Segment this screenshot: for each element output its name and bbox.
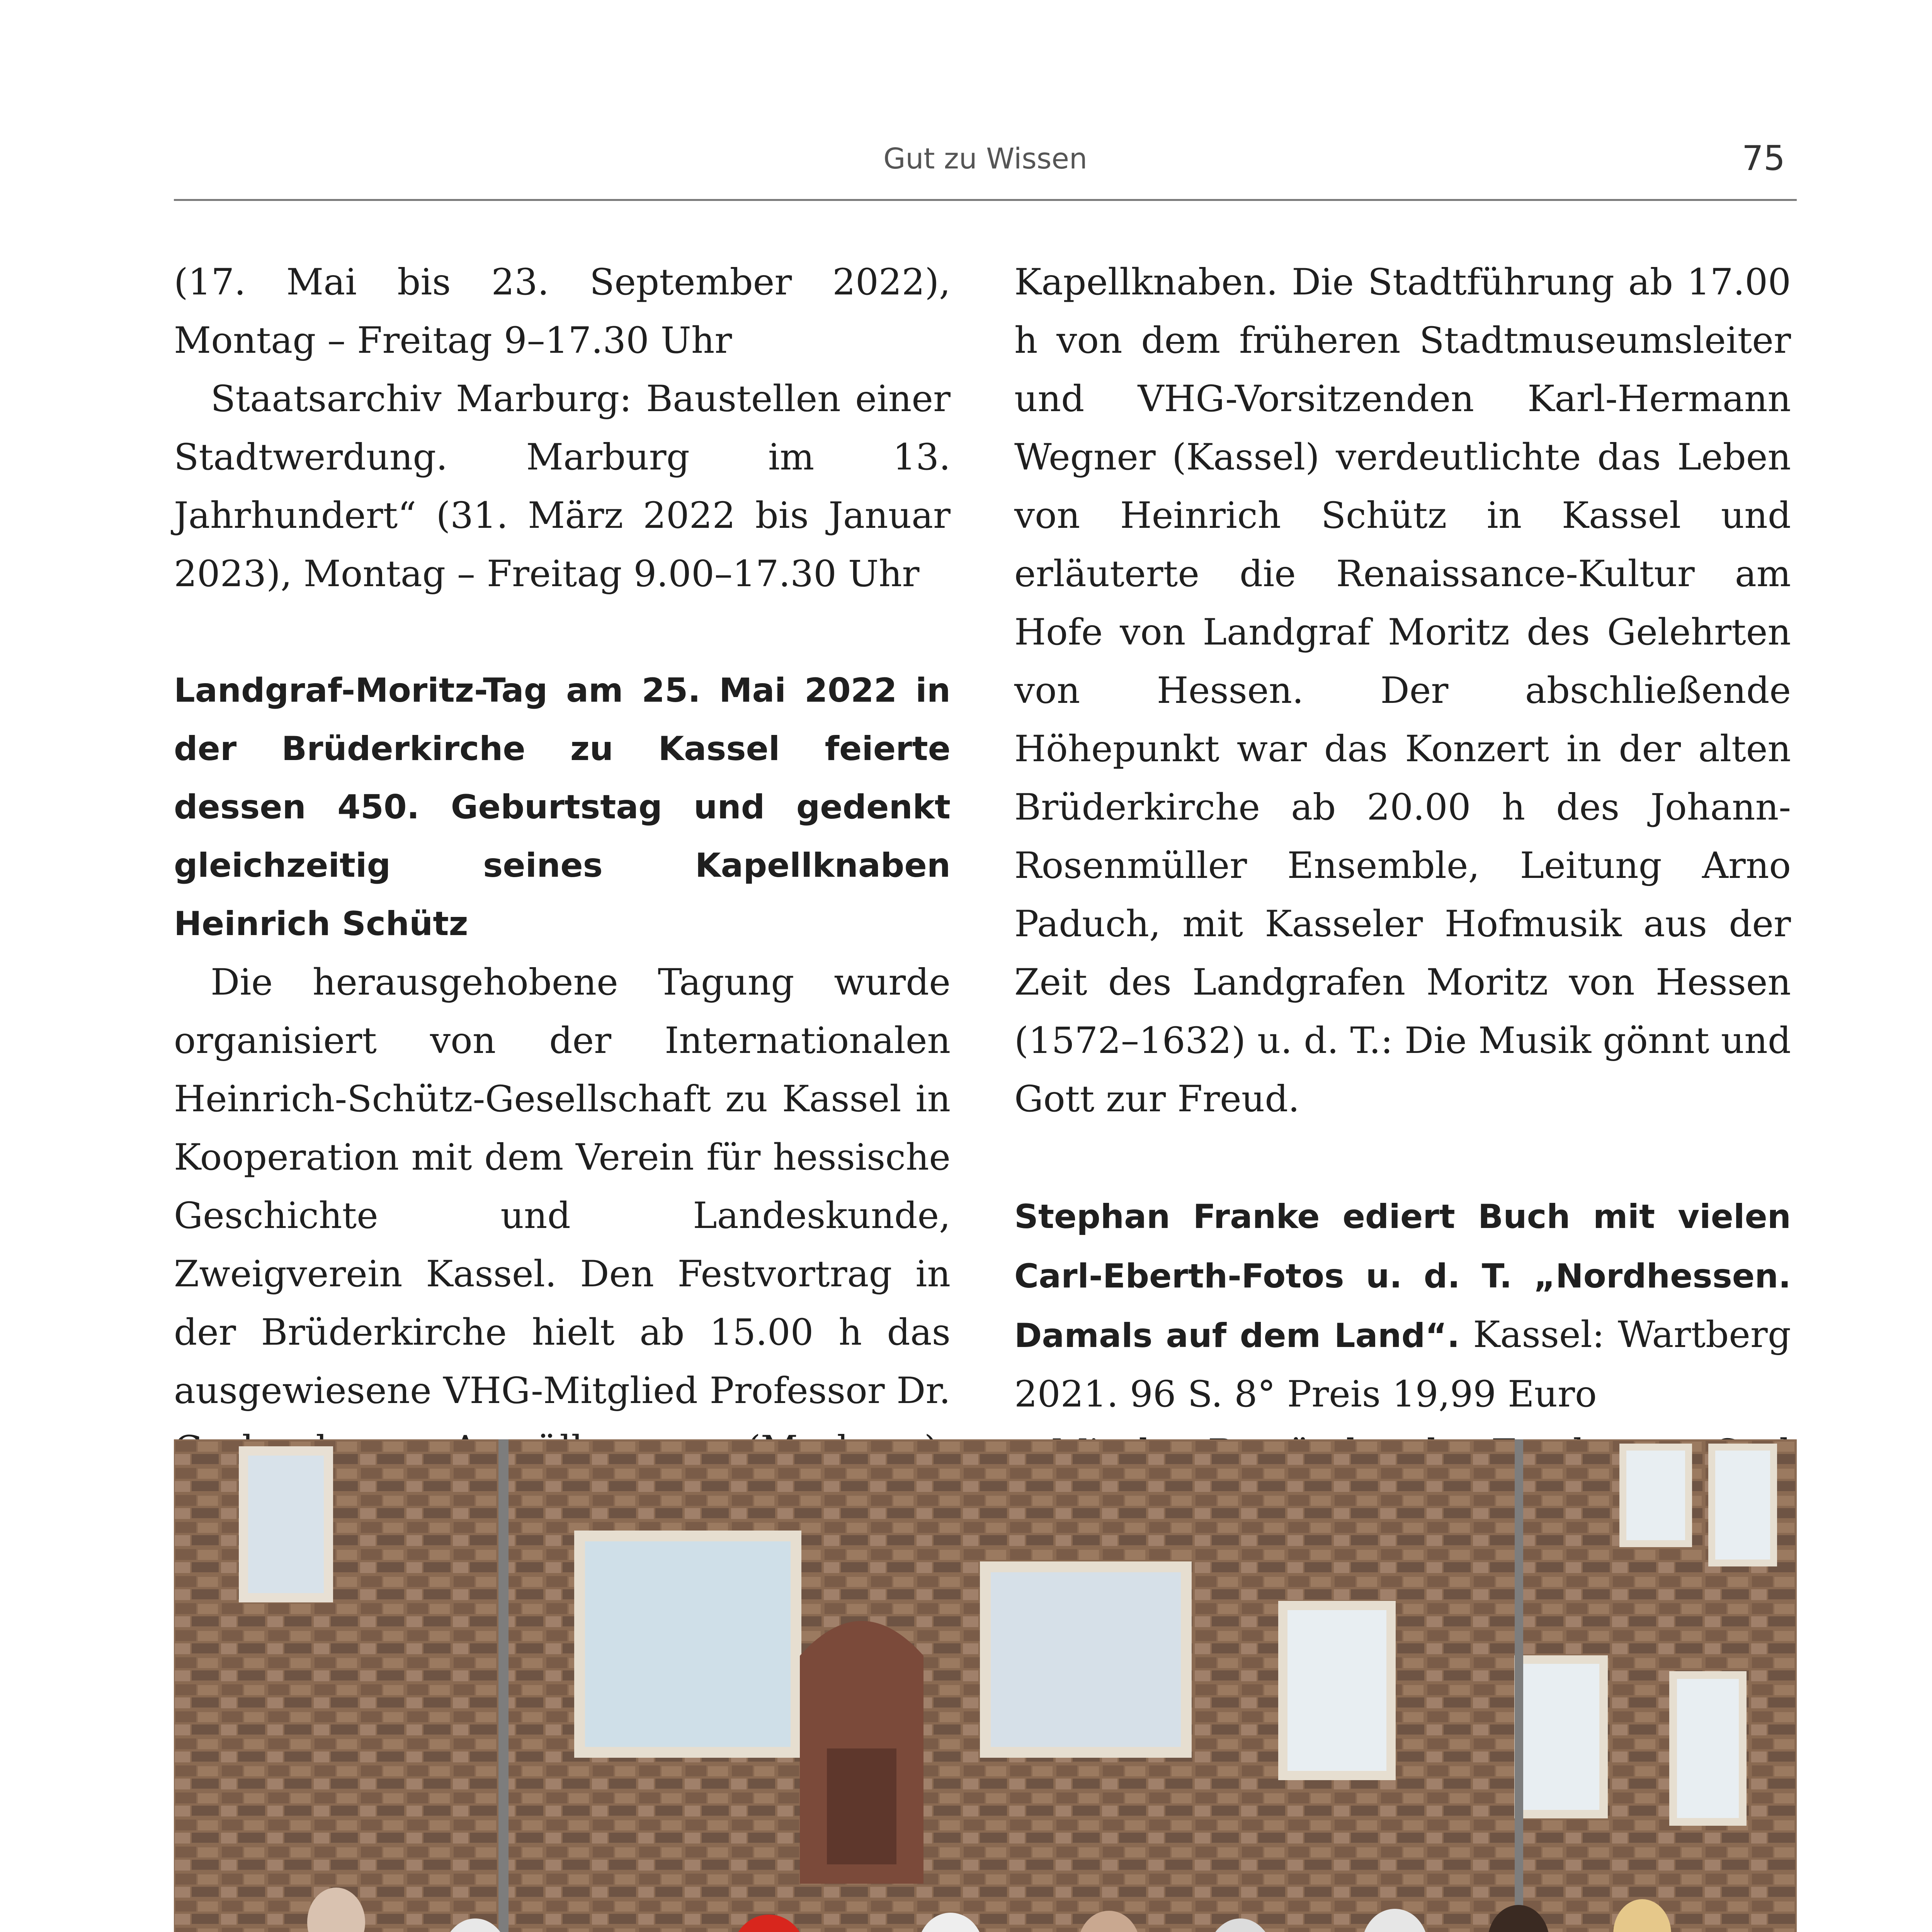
window [985, 1567, 1186, 1752]
window [580, 1536, 796, 1752]
group-photo [174, 1439, 1797, 1932]
section-heading: Stephan Franke ediert Buch mit vielen Carl-Eberth-Fotos u. d. T. „Nordhessen. Damals auf dem Land“. [1014, 1197, 1791, 1355]
section-heading: Landgraf-Moritz-Tag am 25. Mai 2022 in der Brüderkirche zu Kassel feierte dessen 450. Geburtstag und gedenkt gleichzeitig seines Kapellknaben Heinrich Schütz [174, 671, 951, 943]
paragraph-gap [1014, 1128, 1791, 1187]
header-rule [174, 199, 1797, 201]
book-details: Kassel: Wartberg 2021. 96 S. 8° Preis 19,99 Euro [1014, 1314, 1791, 1415]
window [1283, 1605, 1391, 1776]
right-column [1014, 253, 1791, 1599]
running-header: Gut zu Wissen [883, 142, 1087, 175]
paragraph: Kapellknaben. Die Stadtführung ab 17.00 h von dem früheren Stadtmuseumsleiter und VHG-Vorsitzenden Karl-Hermann Wegner (Kassel) verdeutlichte das Leben von Heinrich Schütz in Kassel und erläuterte die Renaissance-Kultur am Hofe von Landgraf Moritz des Gelehrten von Hessen. Der abschließende Höhepunkt war das Konzert in der alten Brüderkirche ab 20.00 h des Johann-Rosenmüller Ensemble, Leitung Arno Paduch, mit Kasseler Hofmusik aus der Zeit des Landgrafen Moritz von Hessen (1572–1632) u. d. T.: Die Musik gönnt und Gott zur Freud. [1014, 261, 1791, 1120]
window [1519, 1660, 1604, 1814]
page-number: 75 [1742, 138, 1785, 178]
paragraph: Die herausgehobene Tagung wurde organisiert von der Internationalen Heinrich-Schütz-Gesellschaft zu Kassel in Kooperation mit dem Verein für hessische Geschichte und Landeskunde, Zweigverein Kassel. Den Festvortrag in der Brüderkirche hielt ab 15.00 h das ausgewiesene VHG-Mitglied Professor Dr. [174, 961, 951, 1412]
book-entry [1014, 1187, 1791, 1423]
paragraph: Staatsarchiv Marburg: Baustellen einer Stadtwerdung. Marburg im 13. Jahrhundert“ (31. März 2022 bis Januar 2023), Montag – Freitag 9.00–17.30 Uhr [174, 378, 951, 595]
window [243, 1451, 328, 1598]
fountain-niche [827, 1748, 896, 1864]
window [1623, 1447, 1689, 1544]
drainpipe [1515, 1439, 1523, 1932]
paragraph: (17. Mai bis 23. September 2022), Montag – Freitag 9–17.30 Uhr [174, 261, 951, 362]
window [1712, 1447, 1774, 1563]
left-column [174, 253, 951, 1595]
drainpipe [498, 1439, 509, 1932]
paragraph-gap [174, 603, 951, 662]
window [1673, 1675, 1743, 1822]
